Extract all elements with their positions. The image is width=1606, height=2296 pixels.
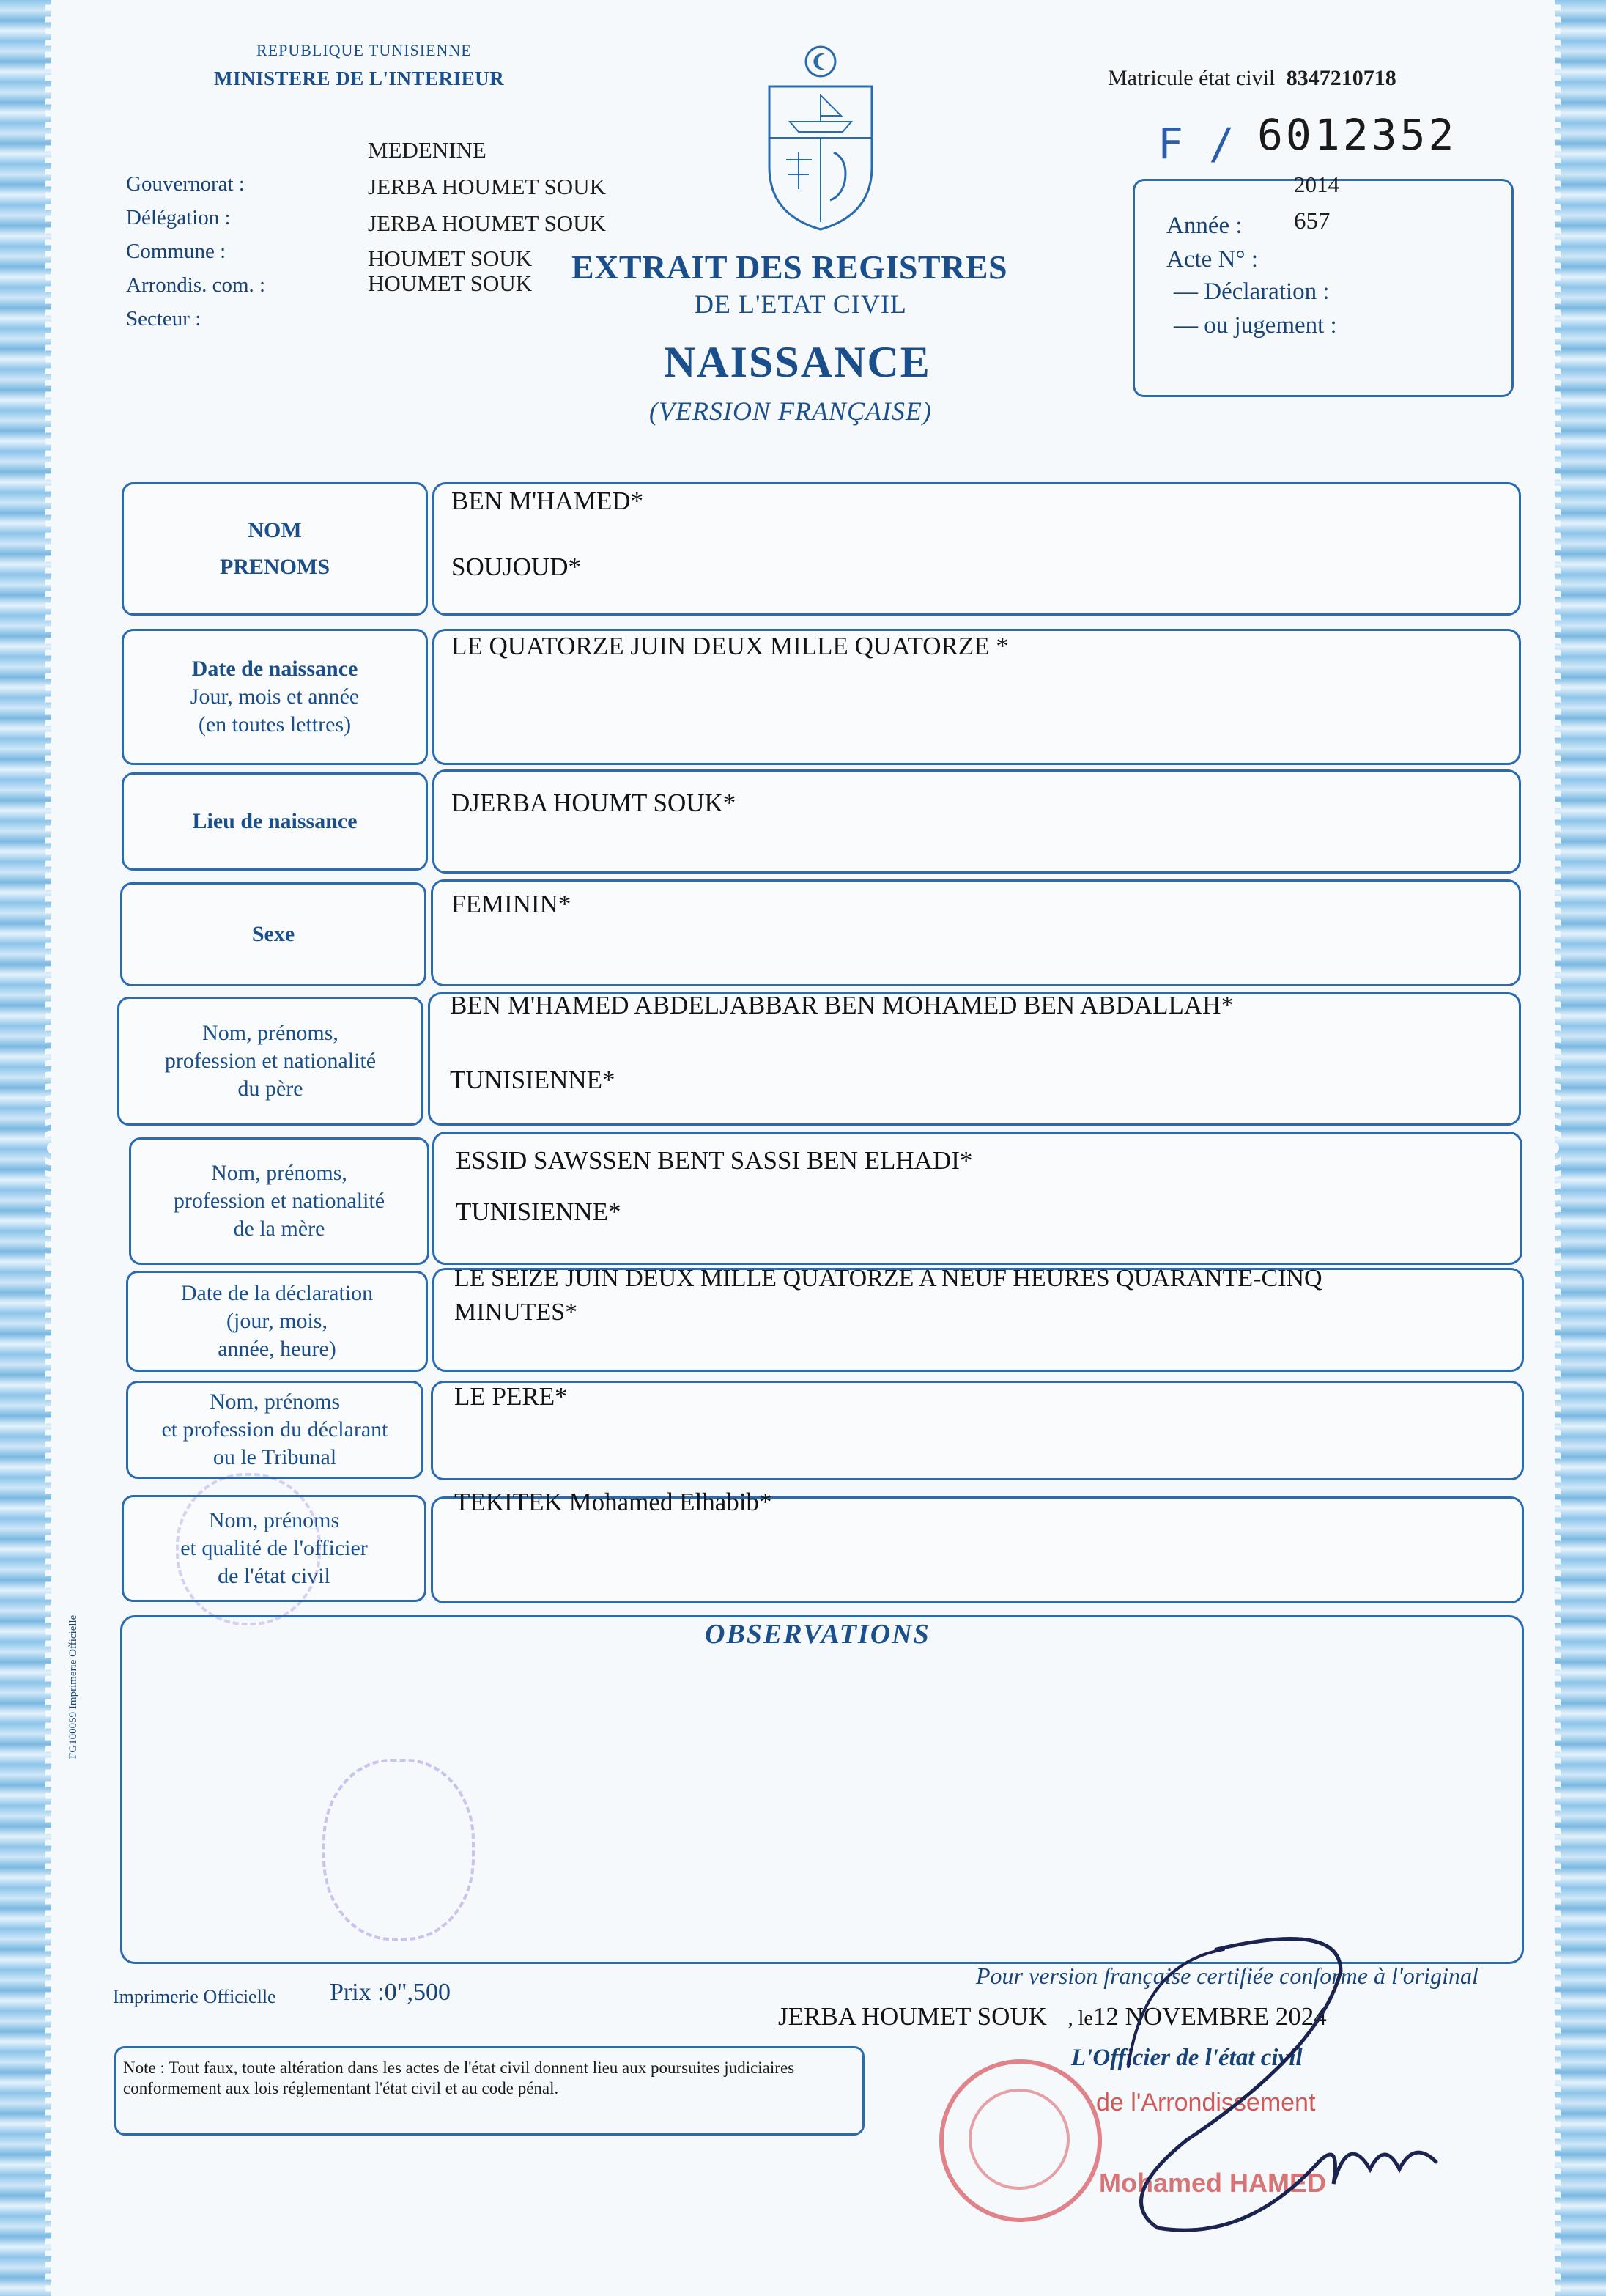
label-line: NOM (248, 518, 302, 542)
label-line: de la mère (233, 1217, 325, 1241)
date-naissance-value: LE QUATORZE JUIN DEUX MILLE QUATORZE * (451, 632, 1009, 660)
label-pere (117, 997, 423, 1126)
label-line: Nom, prénoms (208, 1508, 340, 1532)
imprimerie-label: Imprimerie Officielle (113, 1986, 276, 2007)
value-arrondissement: HOUMET SOUK (368, 246, 533, 271)
officier-value: TEKITEK Mohamed Elhabib* (454, 1488, 772, 1516)
arrondissement-stamp: de l'Arrondissement (1096, 2089, 1316, 2116)
officer-signature (1099, 1920, 1509, 2243)
label-gouvernorat: Gouvernorat : (126, 172, 245, 196)
date-prefix: , le (1067, 2007, 1093, 2030)
declaration-date-line2: MINUTES* (454, 1299, 578, 1326)
label-lieu-naissance (122, 772, 428, 871)
date-value: 12 NOVEMBRE 2024 (1092, 2002, 1327, 2031)
label-line: Nom, prénoms, (211, 1161, 347, 1185)
value-gouvernorat: MEDENINE (368, 137, 486, 163)
label-declarant (126, 1381, 423, 1479)
location-values (368, 132, 606, 296)
nom-value: BEN M'HAMED* (451, 487, 644, 515)
officer-title: L'Officier de l'état civil (1071, 2045, 1303, 2071)
label-line: Jour, mois et année (190, 684, 360, 709)
officer-name-stamp: Mohamed HAMED (1099, 2168, 1327, 2198)
annee-value: 2014 (1294, 171, 1339, 197)
label-line: Nom, prénoms (209, 1389, 341, 1414)
acte-label: Acte N° : (1166, 246, 1258, 273)
label-line: et qualité de l'officier (180, 1536, 368, 1560)
annee-label: Année : (1166, 213, 1243, 239)
pere-name-value: BEN M'HAMED ABDELJABBAR BEN MOHAMED BEN ABDALLAH* (450, 991, 1234, 1019)
value-box-sexe (431, 879, 1521, 986)
label-date-declaration (126, 1271, 428, 1372)
right-security-border (1555, 0, 1606, 2296)
label-arrondissement: Arrondis. com. : (126, 273, 266, 297)
acte-value: 657 (1294, 208, 1331, 235)
sexe-value: FEMININ* (451, 890, 571, 918)
title-extrait: EXTRAIT DES REGISTRES (571, 248, 1008, 286)
matricule-value: 8347210718 (1286, 66, 1396, 90)
side-print-code: FG100059 Imprimerie Officielle (67, 1614, 79, 1759)
title-naissance: NAISSANCE (664, 338, 931, 386)
observations-box (120, 1615, 1524, 1964)
place-value: JERBA HOUMET SOUK (778, 2002, 1047, 2031)
matricule-label: Matricule état civil (1108, 66, 1276, 90)
label-line: PRENOMS (220, 555, 330, 579)
left-security-border (0, 0, 51, 2296)
mere-nationality-value: TUNISIENNE* (456, 1197, 621, 1226)
ministry-heading: MINISTERE DE L'INTERIEUR (214, 67, 505, 89)
label-nom-prenoms (122, 482, 428, 616)
label-secteur: Secteur : (126, 307, 201, 331)
form-number: 6012352 (1257, 110, 1457, 160)
label-line: ou le Tribunal (212, 1445, 337, 1469)
title-etat-civil: DE L'ETAT CIVIL (695, 289, 907, 319)
mere-name-value: ESSID SAWSSEN BENT SASSI BEN ELHADI* (456, 1146, 973, 1175)
blue-stamp-lower (322, 1759, 475, 1941)
jugement-label: — ou jugement : (1174, 312, 1337, 339)
label-commune: Commune : (126, 240, 226, 263)
prenom-value: SOUJOUD* (451, 553, 581, 581)
label-line: Nom, prénoms, (202, 1021, 338, 1045)
value-delegation: JERBA HOUMET SOUK (368, 174, 606, 199)
label-line: de l'état civil (218, 1564, 330, 1588)
label-line: profession et nationalité (173, 1189, 385, 1213)
label-line: (jour, mois, (226, 1309, 328, 1333)
lieu-naissance-value: DJERBA HOUMT SOUK* (451, 789, 736, 817)
label-line: Sexe (251, 922, 295, 946)
label-line: profession et nationalité (164, 1049, 377, 1073)
pere-nationality-value: TUNISIENNE* (450, 1066, 615, 1094)
label-line: année, heure) (218, 1337, 336, 1361)
certification-text: Pour version française certifiée conforme à l'original (976, 1963, 1479, 1989)
coat-of-arms-icon (761, 43, 881, 233)
value-secteur: HOUMET SOUK (368, 270, 533, 296)
label-line: Lieu de naissance (192, 809, 358, 833)
location-labels (126, 167, 265, 336)
label-line: (en toutes lettres) (198, 712, 352, 737)
form-prefix: F / (1158, 119, 1235, 169)
value-box-lieu (432, 769, 1521, 874)
blue-stamp-upper (176, 1473, 321, 1625)
declarant-value: LE PERE* (454, 1382, 568, 1411)
value-box-declarant (431, 1381, 1524, 1480)
label-line: Date de naissance (191, 657, 358, 681)
declaration-date-line1: LE SEIZE JUIN DEUX MILLE QUATORZE A NEUF HEURES QUARANTE-CINQ (454, 1265, 1322, 1292)
legal-note: Note : Tout faux, toute altération dans les actes de l'état civil donnent lieu aux poursuites judiciaires conformement aux lois réglementant l'état civil et au code pénal. (123, 2059, 795, 2097)
label-mere (129, 1137, 429, 1265)
label-date-naissance (122, 629, 428, 765)
matricule-field (1108, 66, 1396, 91)
label-line: et profession du déclarant (161, 1417, 388, 1442)
value-commune: JERBA HOUMET SOUK (368, 210, 606, 236)
red-stamp-inner (969, 2089, 1070, 2190)
label-line: du père (237, 1077, 303, 1101)
label-line: Date de la déclaration (180, 1281, 374, 1305)
label-delegation: Délégation : (126, 206, 231, 229)
price-label: Prix :0",500 (330, 1979, 451, 2006)
title-version: (VERSION FRANÇAISE) (649, 396, 932, 426)
republic-heading: REPUBLIQUE TUNISIENNE (256, 41, 472, 59)
label-sexe (120, 882, 426, 986)
observations-title: OBSERVATIONS (705, 1619, 930, 1650)
declaration-label: — Déclaration : (1174, 278, 1330, 305)
